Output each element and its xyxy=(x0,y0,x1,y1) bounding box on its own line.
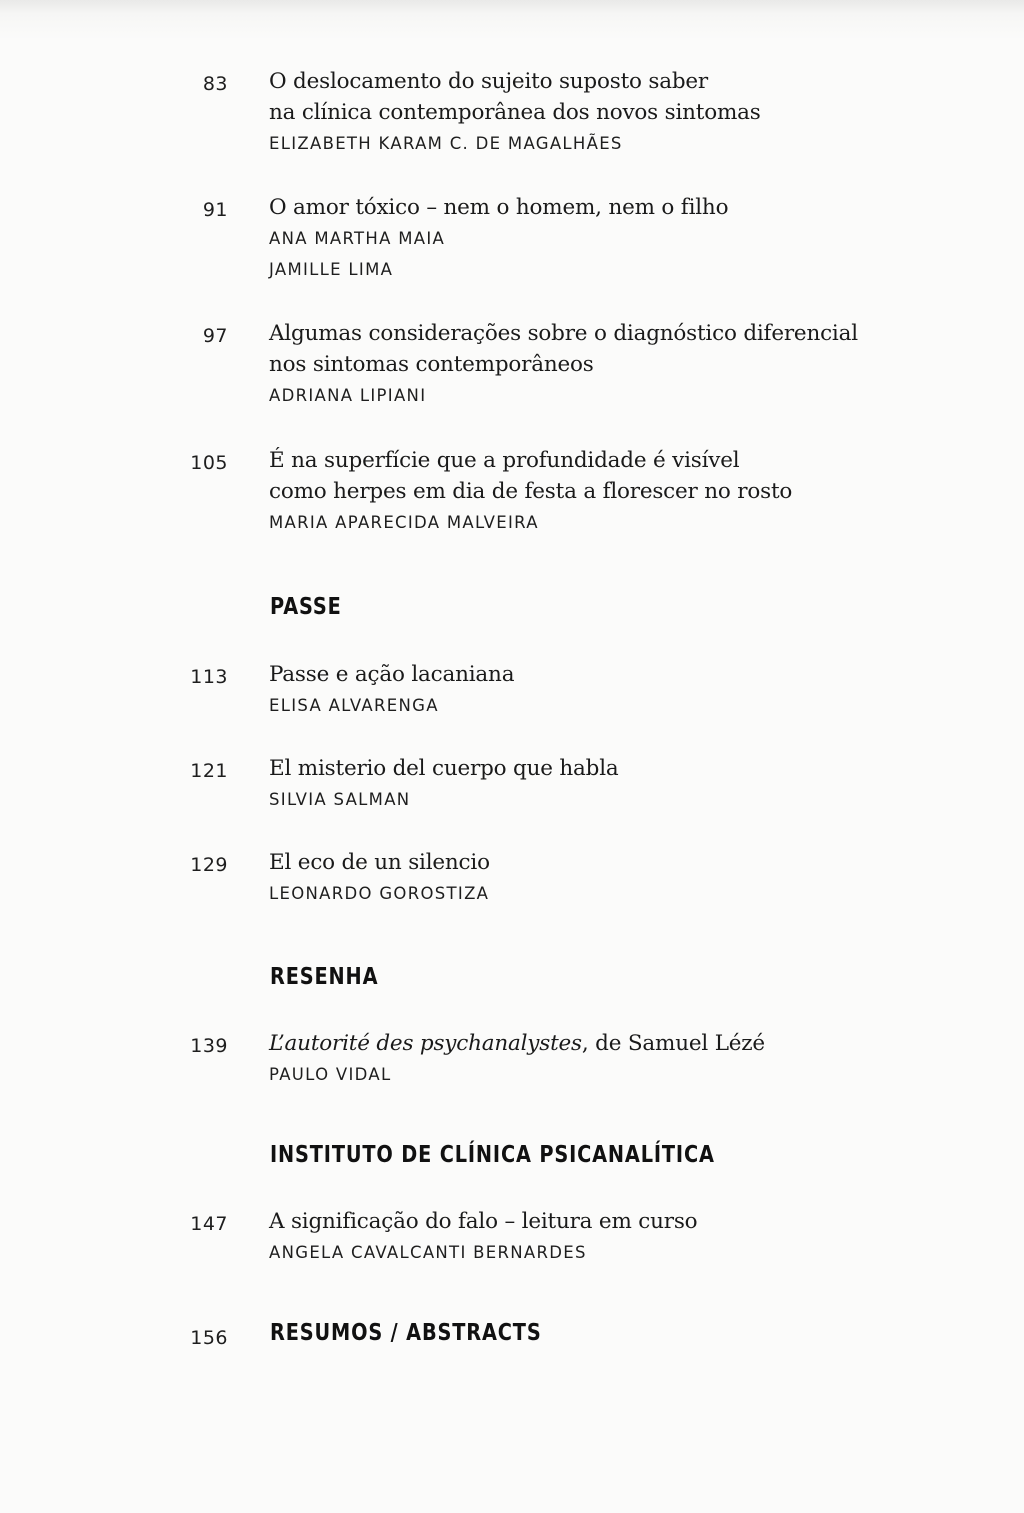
entry-title-line: Passe e ação lacaniana xyxy=(269,662,515,687)
entry-title-line: como herpes em dia de festa a florescer no rosto xyxy=(269,479,793,504)
entry-title-line: O deslocamento do sujeito suposto saber xyxy=(269,69,708,94)
entry-title-italic: L’autorité des psychanalystes xyxy=(269,1031,582,1056)
toc-entry-body xyxy=(269,445,959,538)
entry-author: ANA MARTHA MAIA xyxy=(269,229,446,248)
toc-entry-body xyxy=(269,318,959,411)
toc-entry-body xyxy=(269,1206,959,1268)
entry-title-line: El eco de un silencio xyxy=(269,850,490,875)
entry-author: JAMILLE LIMA xyxy=(269,260,394,279)
section-heading-resenha: RESENHA xyxy=(270,964,379,990)
toc-entry-body xyxy=(269,659,959,721)
entry-author: MARIA APARECIDA MALVEIRA xyxy=(269,513,539,532)
page-number: 97 xyxy=(202,325,228,347)
page-number: 121 xyxy=(190,760,228,782)
section-heading-passe: PASSE xyxy=(270,594,342,620)
section-heading-instituto: INSTITUTO DE CLÍNICA PSICANALÍTICA xyxy=(270,1142,715,1168)
entry-title-line: nos sintomas contemporâneos xyxy=(269,352,594,377)
page-number: 139 xyxy=(190,1035,228,1057)
page-number: 129 xyxy=(190,854,228,876)
entry-title-line: Algumas considerações sobre o diagnóstico diferencial xyxy=(269,321,858,346)
entry-author: ELIZABETH KARAM C. DE MAGALHÃES xyxy=(269,134,623,153)
page-number: 105 xyxy=(190,452,228,474)
page-number: 83 xyxy=(202,73,228,95)
toc-entry-body xyxy=(269,753,959,815)
toc-entry-body xyxy=(269,192,959,285)
page-number: 91 xyxy=(202,199,228,221)
toc-entry-body xyxy=(269,1028,959,1090)
entry-author: ELISA ALVARENGA xyxy=(269,696,439,715)
entry-title-line: É na superfície que a profundidade é visível xyxy=(269,448,740,473)
entry-title-line: A significação do falo – leitura em curso xyxy=(269,1209,698,1234)
entry-title-line: na clínica contemporânea dos novos sintomas xyxy=(269,100,761,125)
entry-author: PAULO VIDAL xyxy=(269,1065,392,1084)
toc-entry-body xyxy=(269,847,959,909)
entry-author: ANGELA CAVALCANTI BERNARDES xyxy=(269,1243,587,1262)
entry-author: LEONARDO GOROSTIZA xyxy=(269,884,490,903)
page-number: 147 xyxy=(190,1213,228,1235)
entry-title-line xyxy=(269,1028,959,1059)
entry-title-line: El misterio del cuerpo que habla xyxy=(269,756,619,781)
entry-author: SILVIA SALMAN xyxy=(269,790,411,809)
section-heading-resumos: RESUMOS / ABSTRACTS xyxy=(270,1320,542,1346)
entry-title-rest: , de Samuel Lézé xyxy=(581,1031,765,1056)
page-number: 113 xyxy=(190,666,228,688)
entry-author: ADRIANA LIPIANI xyxy=(269,386,427,405)
page-number: 156 xyxy=(190,1327,228,1349)
toc-entry-body xyxy=(269,66,959,159)
entry-title-line: O amor tóxico – nem o homem, nem o filho xyxy=(269,195,729,220)
